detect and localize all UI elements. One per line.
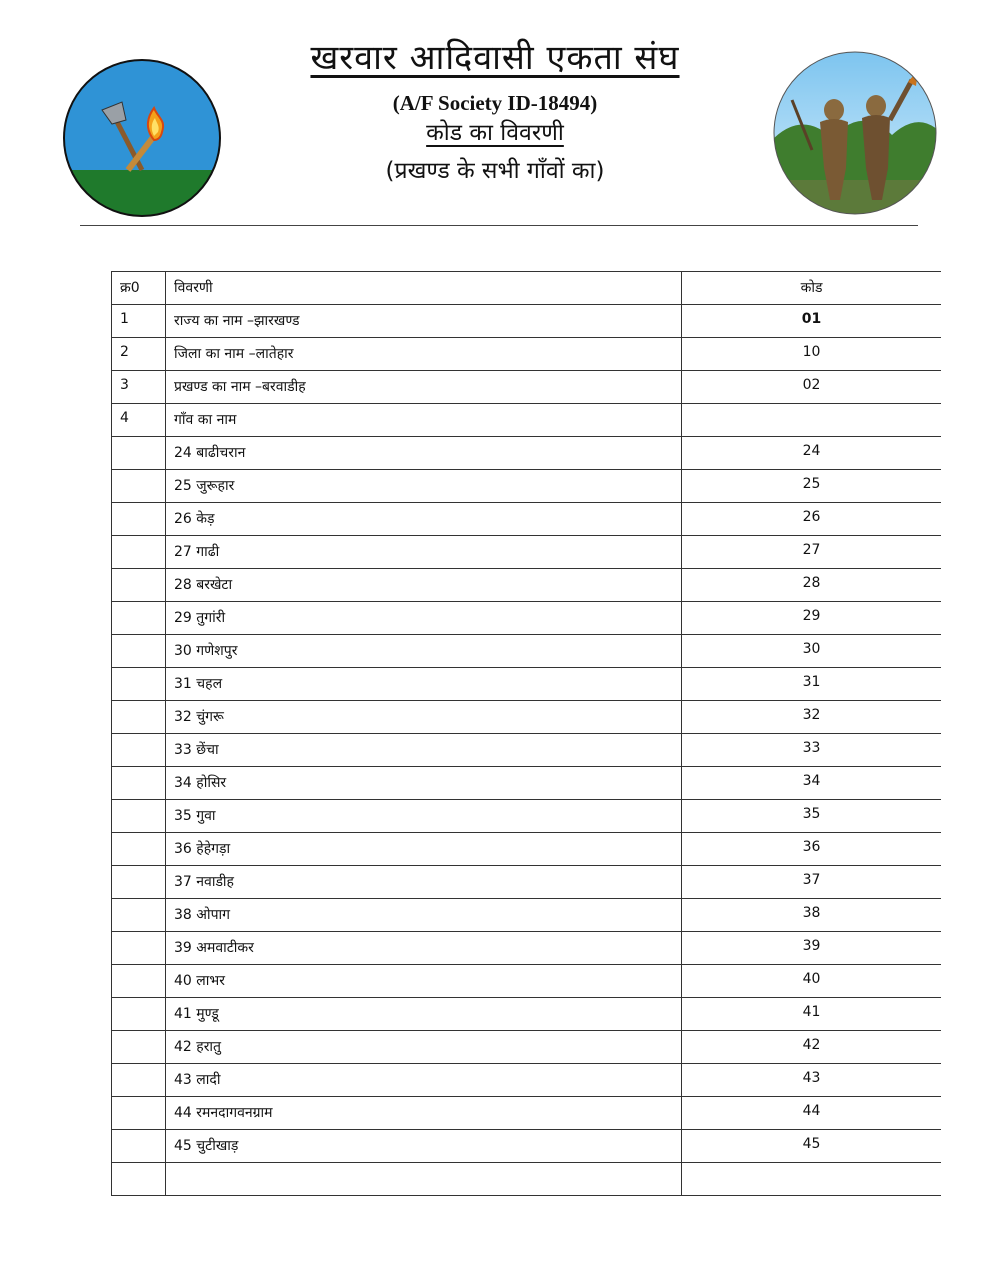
cell-serial — [112, 1097, 166, 1130]
cell-description: 26 केड़ — [166, 503, 682, 536]
table-row — [112, 833, 942, 866]
table-row — [112, 602, 942, 635]
cell-code: 36 — [682, 833, 942, 866]
cell-serial: 2 — [112, 338, 166, 371]
cell-code — [682, 1163, 942, 1196]
header-code: कोड — [682, 272, 942, 305]
table-row — [112, 734, 942, 767]
table-header-row — [112, 272, 942, 305]
cell-code: 01 — [682, 305, 942, 338]
cell-code: 02 — [682, 371, 942, 404]
table-row — [112, 1163, 942, 1196]
cell-serial — [112, 833, 166, 866]
cell-description: 34 होसिर — [166, 767, 682, 800]
document-header — [230, 36, 760, 186]
cell-code: 39 — [682, 932, 942, 965]
cell-code: 40 — [682, 965, 942, 998]
cell-description: 44 रमनदागवनग्राम — [166, 1097, 682, 1130]
cell-description: 35 गुवा — [166, 800, 682, 833]
cell-code: 24 — [682, 437, 942, 470]
table-row — [112, 437, 942, 470]
cell-serial — [112, 536, 166, 569]
table-row — [112, 1031, 942, 1064]
cell-description: 28 बरखेटा — [166, 569, 682, 602]
cell-description: 38 ओपाग — [166, 899, 682, 932]
cell-description: 42 हरातु — [166, 1031, 682, 1064]
cell-serial — [112, 734, 166, 767]
cell-code: 26 — [682, 503, 942, 536]
cell-code: 32 — [682, 701, 942, 734]
cell-serial — [112, 767, 166, 800]
table-row — [112, 1130, 942, 1163]
cell-description: 31 चहल — [166, 668, 682, 701]
header-divider — [80, 225, 918, 226]
cell-serial — [112, 569, 166, 602]
cell-serial — [112, 1130, 166, 1163]
cell-code: 33 — [682, 734, 942, 767]
cell-description: 32 चुंगरू — [166, 701, 682, 734]
village-code-table — [111, 271, 941, 1196]
society-id: (A/F Society ID-18494) — [392, 91, 598, 115]
cell-code: 34 — [682, 767, 942, 800]
cell-description: जिला का नाम –लातेहार — [166, 338, 682, 371]
table-row — [112, 503, 942, 536]
cell-code: 35 — [682, 800, 942, 833]
cell-code: 30 — [682, 635, 942, 668]
table-row — [112, 1064, 942, 1097]
table-row — [112, 668, 942, 701]
cell-code — [682, 404, 942, 437]
cell-serial — [112, 932, 166, 965]
cell-description: 43 लादी — [166, 1064, 682, 1097]
cell-serial: 4 — [112, 404, 166, 437]
cell-code: 43 — [682, 1064, 942, 1097]
cell-serial — [112, 668, 166, 701]
table-row — [112, 800, 942, 833]
cell-code: 27 — [682, 536, 942, 569]
code-table-container — [111, 271, 941, 1200]
header-serial: क्र0 — [112, 272, 166, 305]
cell-description: 30 गणेशपुर — [166, 635, 682, 668]
cell-description: 40 लाभर — [166, 965, 682, 998]
table-row — [112, 767, 942, 800]
table-row — [112, 338, 942, 371]
cell-description: 36 हेहेगड़ा — [166, 833, 682, 866]
cell-code: 29 — [682, 602, 942, 635]
cell-description: 39 अमवाटीकर — [166, 932, 682, 965]
cell-serial — [112, 1163, 166, 1196]
cell-serial — [112, 1064, 166, 1097]
document-subtitle-note: (प्रखण्ड के सभी गाँवों का) — [385, 158, 605, 184]
cell-description: 41 मुण्डू — [166, 998, 682, 1031]
cell-code: 42 — [682, 1031, 942, 1064]
cell-description: 45 चुटीखाड़ — [166, 1130, 682, 1163]
cell-description: 25 जुरूहार — [166, 470, 682, 503]
cell-serial — [112, 998, 166, 1031]
cell-code: 28 — [682, 569, 942, 602]
table-body — [112, 305, 942, 1196]
cell-serial — [112, 503, 166, 536]
cell-code: 10 — [682, 338, 942, 371]
cell-code: 31 — [682, 668, 942, 701]
cell-serial — [112, 701, 166, 734]
tribal-statues-photo-icon — [772, 50, 938, 216]
cell-description: 37 नवाडीह — [166, 866, 682, 899]
cell-serial — [112, 899, 166, 932]
cell-description: 27 गाढी — [166, 536, 682, 569]
cell-description: प्रखण्ड का नाम –बरवाडीह — [166, 371, 682, 404]
cell-description: गाँव का नाम — [166, 404, 682, 437]
cell-code: 38 — [682, 899, 942, 932]
cell-serial — [112, 866, 166, 899]
table-row — [112, 536, 942, 569]
cell-serial — [112, 602, 166, 635]
table-row — [112, 998, 942, 1031]
table-row — [112, 899, 942, 932]
organization-title: खरवार आदिवासी एकता संघ — [310, 38, 680, 78]
table-row — [112, 635, 942, 668]
table-row — [112, 305, 942, 338]
cell-code: 37 — [682, 866, 942, 899]
cell-description: राज्य का नाम –झारखण्ड — [166, 305, 682, 338]
table-row — [112, 932, 942, 965]
cell-serial: 3 — [112, 371, 166, 404]
cell-code: 25 — [682, 470, 942, 503]
axe-torch-emblem-icon — [62, 58, 222, 218]
cell-code: 45 — [682, 1130, 942, 1163]
table-row — [112, 371, 942, 404]
table-row — [112, 470, 942, 503]
table-row — [112, 569, 942, 602]
cell-description — [166, 1163, 682, 1196]
table-row — [112, 701, 942, 734]
cell-serial — [112, 965, 166, 998]
cell-description: 29 तुगांरी — [166, 602, 682, 635]
table-row — [112, 866, 942, 899]
cell-serial — [112, 437, 166, 470]
header-description: विवरणी — [166, 272, 682, 305]
cell-serial — [112, 635, 166, 668]
document-subtitle: कोड का विवरणी — [426, 120, 564, 146]
cell-serial: 1 — [112, 305, 166, 338]
table-row — [112, 965, 942, 998]
cell-code: 41 — [682, 998, 942, 1031]
cell-serial — [112, 1031, 166, 1064]
cell-description: 24 बाढीचरान — [166, 437, 682, 470]
table-row — [112, 1097, 942, 1130]
cell-serial — [112, 800, 166, 833]
cell-serial — [112, 470, 166, 503]
cell-code: 44 — [682, 1097, 942, 1130]
cell-description: 33 छेंचा — [166, 734, 682, 767]
table-row — [112, 404, 942, 437]
